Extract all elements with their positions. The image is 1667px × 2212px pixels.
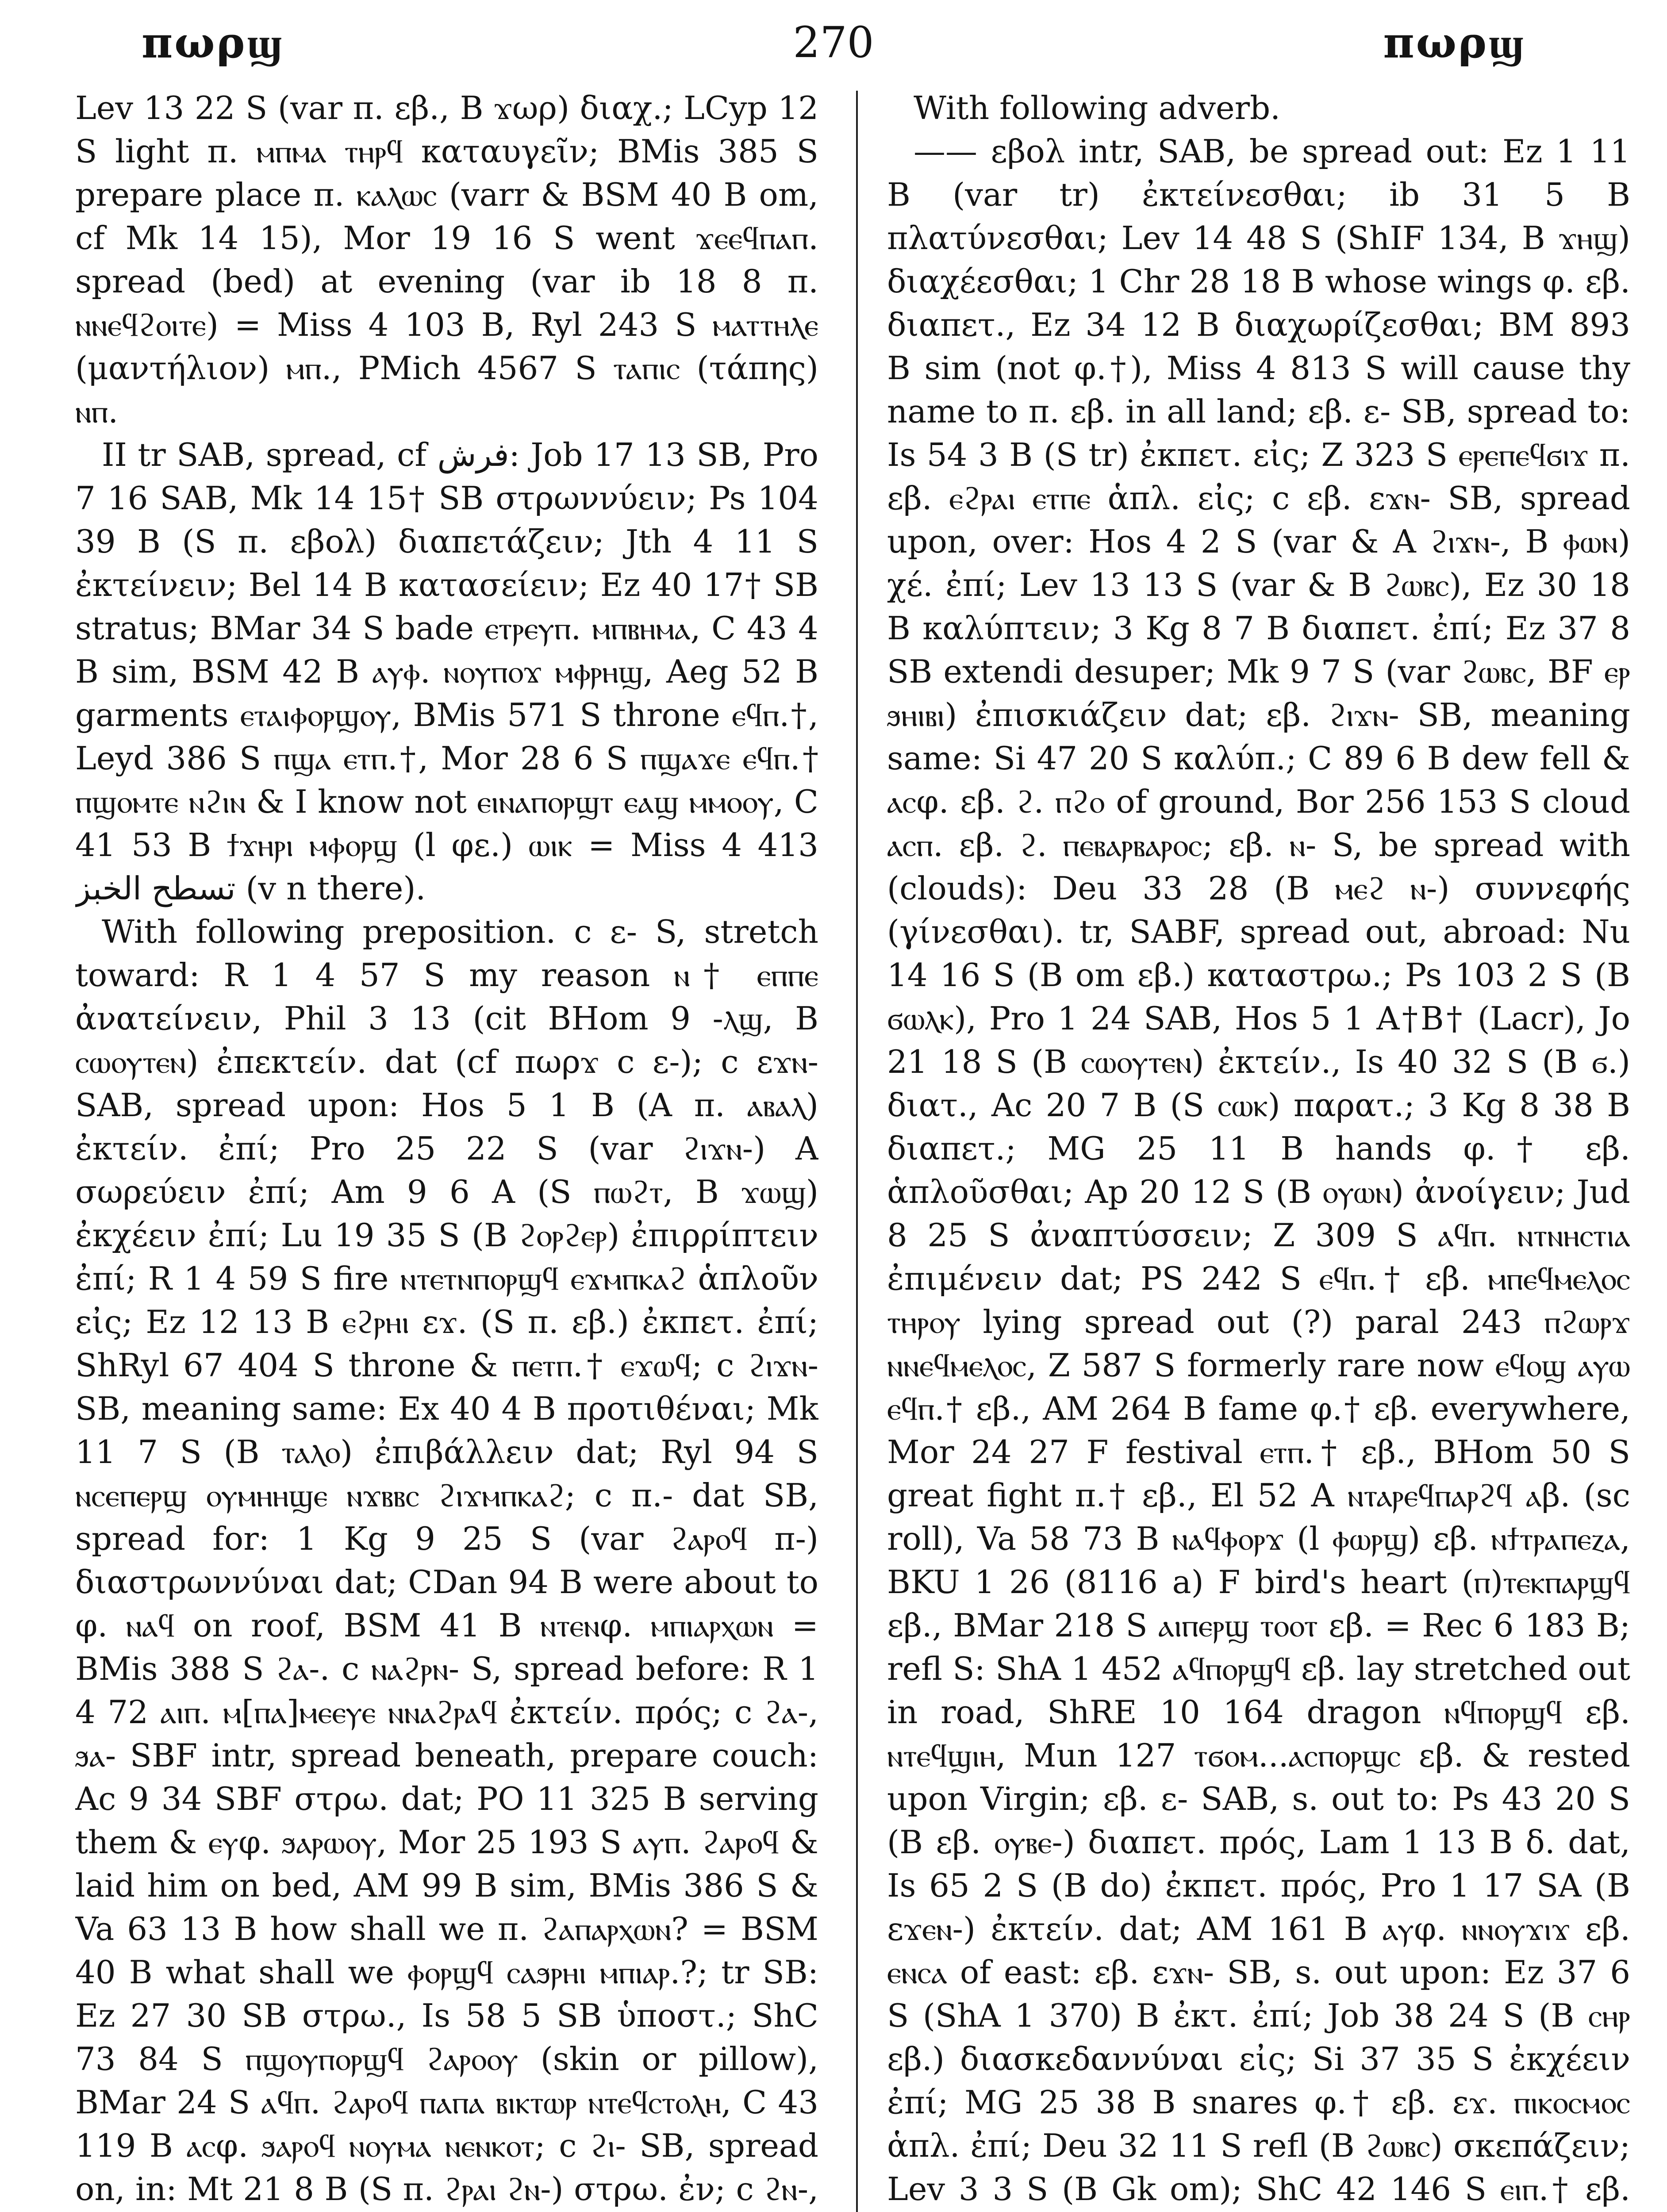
page-number: 270 [793, 18, 874, 67]
section-heading: With following adverb. [914, 89, 1281, 127]
column-divider [856, 91, 858, 2212]
running-head-right: πωρϣ [1383, 18, 1525, 68]
paragraph: With following preposition. c ε- S, stretch toward: R 1 4 57 S my reason ⲛ† ⲉⲡⲡⲉ ἀνατείνειν, Phil 3 13 (cit BHom 9 -ⲗϣ, B ⲥⲱⲟⲩⲧⲉⲛ) ἐπεκτείν. dat (cf πωρϫ c ε-); c εϫⲛ- SAB, spread upon: Hos 5 1 B (A π. ⲁⲃⲁⲗ) ἐκτείν. ἐπί; Pro 25 22 S (var ϩⲓϫⲛ-) A σωρεύειν ἐπί; Am 9 6 A (S ⲡⲱϩⲧ, B ϫⲱϣ) ἐκχέειν ἐπί; Lu 19 35 S (B ϩⲟⲣϩⲉⲣ) ἐπιρρίπτειν ἐπί; R 1 4 59 S fire ⲛⲧⲉⲧⲛⲡⲟⲣϣϥ ⲉϫⲙⲡⲕⲁϩ ἁπλοῦν εἰς; Ez 12 13 B ⲉϩⲣⲏⲓ εϫ. (S π. εβ.) ἐκπετ. ἐπί; ShRyl 67 404 S throne & ⲡⲉⲧⲡ.† ⲉϫⲱϥ; c ϩⲓϫⲛ- SB, meaning same: Ex 40 4 B προτιθέναι; Mk 11 7 S (B ⲧⲁⲗⲟ) ἐπιβάλλειν dat; Ryl 94 S ⲛⲥⲉⲡⲉⲣϣ ⲟⲩⲙⲏⲏϣⲉ ⲛϫⲃⲃⲥ ϩⲓϫⲙⲡⲕⲁϩ; c π.- dat SB, spread for: 1 Kg 9 25 S (var ϩⲁⲣⲟϥ π-) διαστρωννύναι dat; CDan 94 B were about to φ. ⲛⲁϥ on roof, BSM 41 B ⲛⲧⲉⲛφ. ⲙⲡⲓⲁⲣⲭⲱⲛ = BMis 388 S ϩⲁ-. c ⲛⲁϩⲣⲛ- S, spread before: R 1 4 72 ⲁⲓⲡ. ⲙ[ⲡⲁ]ⲙⲉⲉⲩⲉ ⲛⲛⲁϩⲣⲁϥ ἐκτείν. πρός; c ϩⲁ-, ϧⲁ- SBF intr, spread beneath, prepare couch: Ac 9 34 SBF στρω. dat; PO 11 325 B serving them & ⲉⲩφ. ϧⲁⲣⲱⲟⲩ, Mor 25 193 S ⲁⲩⲡ. ϩⲁⲣⲟϥ & laid him on bed, AM 99 B sim, BMis 386 S & Va 63 13 B how shall we π. ϩⲁⲡⲁⲣⲭⲱⲛ? = BSM 40 B what shall we ⲫⲟⲣϣϥ ⲥⲁϧⲣⲏⲓ ⲙⲡⲓⲁⲣ.?; tr SB: Ez 27 30 SB στρω., Is 58 5 SB ὑποστ.; ShC 73 84 S ⲡϣⲟⲩⲡⲟⲣϣϥ ϩⲁⲣⲟⲟⲩ (skin or pillow), BMar 24 S ⲁϥⲡ. ϩⲁⲣⲟϥ ⲡⲁⲡⲁ ⲃⲓⲕⲧⲱⲣ ⲛⲧⲉϥⲥⲧⲟⲗⲏ, C 43 119 B ⲁⲥφ. ϧⲁⲣⲟϥ ⲛⲟⲩⲙⲁ ⲛⲉⲛⲕⲟⲧ; c ϩⲓ- SB, spread on, in: Mt 21 8 B (S π. ϩⲣⲁⲓ ϩⲛ-) στρω. ἐν; c ϩⲛ-, [75, 913, 818, 2208]
paragraph: —— εβολ intr, SAB, be spread out: Ez 1 11 B (var tr) ἐκτείνεσθαι; ib 31 5 B πλατύνεσθαι; Lev 14 48 S (ShIF 134, B ϫⲏϣ) διαχέεσθαι; 1 Chr 28 18 B whose wings φ. εβ. διαπετ., Ez 34 12 B διαχωρίζεσθαι; BM 893 B sim (not φ.†), Miss 4 813 S will cause thy name to π. εβ. in all land; εβ. ε- SB, spread to: Is 54 3 B (S tr) ἐκπετ. εἰς; Z 323 S ⲉⲣⲉⲡⲉϥϭⲓϫ π. εβ. ⲉϩⲣⲁⲓ ⲉⲧⲡⲉ ἁπλ. εἰς; c εβ. εϫⲛ- SB, spread upon, over: Hos 4 2 S (var & A ϩⲓϫⲛ-, B ⲫⲱⲛ) χέ. ἐπί; Lev 13 13 S (var & B ϩⲱⲃⲥ), Ez 30 18 B καλύπτειν; 3 Kg 8 7 B διαπετ. ἐπί; Ez 37 8 SB extendi desuper; Mk 9 7 S (var ϩⲱⲃⲥ, BF ⲉⲣ ϧⲏⲓⲃⲓ) ἐπισκιάζειν dat; εβ. ϩⲓϫⲛ- SB, meaning same: Si 47 20 S καλύπ.; C 89 6 B dew fell & ⲁⲥφ. εβ. ϩ. ⲡϩⲟ of ground, Bor 256 153 S cloud ⲁⲥⲡ. εβ. ϩ. ⲡⲉⲃⲁⲣⲃⲁⲣⲟⲥ; εβ. ⲛ- S, be spread with (clouds): Deu 33 28 (B ⲙⲉϩ ⲛ-) συννεφής (γίνεσθαι). tr, SABF, spread out, abroad: Nu 14 16 S (B om εβ.) καταστρω.; Ps 103 2 S (B ϭⲱⲗⲕ), Pro 1 24 SAB, Hos 5 1 A†B† (Lacr), Jo 21 18 S (B ⲥⲱⲟⲩⲧⲉⲛ) ἐκτείν., Is 40 32 S (B ϭ.) διατ., Ac 20 7 B (S ⲥⲱⲕ) παρατ.; 3 Kg 8 38 B διαπετ.; MG 25 11 B hands φ.† εβ. ἁπλοῦσθαι; Ap 20 12 S (B ⲟⲩⲱⲛ) ἀνοίγειν; Jud 8 25 S ἀναπτύσσειν; Z 309 S ⲁϥⲡ. ⲛⲧⲛⲏⲥⲧⲓⲁ ἐπιμένειν dat; PS 242 S ⲉϥⲡ.† εβ. ⲙⲡⲉϥⲙⲉⲗⲟⲥ ⲧⲏⲣⲟⲩ lying spread out (?) paral 243 ⲡϩⲱⲣϫ ⲛⲛⲉϥⲙⲉⲗⲟⲥ, Z 587 S formerly rare now ⲉϥⲟϣ ⲁⲩⲱ ⲉϥⲡ.† εβ., AM 264 B fame φ.† εβ. everywhere, Mor 24 27 F festival ⲉⲧⲡ.† εβ., BHom 50 S great fight π.† εβ., El 52 A ⲛⲧⲁⲣⲉϥⲡⲁⲣϩϥ ⲁβ. (sc roll), Va 58 73 B ⲛⲁϥⲫⲟⲣϫ (l ⲫⲱⲣϣ) εβ. ⲛϯⲧⲣⲁⲡⲉⲍⲁ, BKU 1 26 (8116 a) F bird's heart (ⲡ)ⲧⲉⲕⲡⲁⲣϣϥ εβ., BMar 218 S ⲁⲓⲡⲉⲣϣ ⲧⲟⲟⲧ εβ. = Rec 6 183 B; refl S: ShA 1 452 ⲁϥⲡⲟⲣϣϥ εβ. lay stretched out in road, ShRE 10 164 dragon ⲛϥⲡⲟⲣϣϥ εβ. ⲛⲧⲉϥϣⲓⲏ, Mun 127 ⲧϭⲟⲙ...ⲁⲥⲡⲟⲣϣⲥ εβ. & rested upon Virgin; εβ. ε- SAB, s. out to: Ps 43 20 S (B εβ. ⲟⲩⲃⲉ-) διαπετ. πρός, Lam 1 13 B δ. dat, Is 65 2 S (B do) ἐκπετ. πρός, Pro 1 17 SA (B εϫⲉⲛ-) ἐκτείν. dat; AM 161 B ⲁⲩφ. ⲛⲛⲟⲩϫⲓϫ εβ. ⲉⲛⲥⲁ of east: εβ. εϫⲛ- SB, s. out upon: Ez 37 6 S (ShA 1 370) B ἐκτ. ἐπί; Job 38 24 S (B ⲥⲏⲣ εβ.) διασκεδαννύναι εἰς; Si 37 35 S ἐκχέειν ἐπί; MG 25 38 B snares φ.† εβ. εϫ. ⲡⲓⲕⲟⲥⲙⲟⲥ ἁπλ. ἐπί; Deu 32 11 S refl (B ϩⲱⲃⲥ) σκεπάζειν; Lev 3 3 S (B Gk om); ShC 42 146 S ⲉⲓⲡ.† εβ. [887, 133, 1630, 2208]
left-column [75, 86, 818, 2212]
paragraph: Lev 13 22 S (var π. εβ., B ϫωρ) διαχ.; LCyp 12 S light π. ⲙⲡⲙⲁ ⲧⲏⲣϥ καταυγεῖν; BMis 385 S prepare place π. ⲕⲁⲗⲱⲥ (varr & BSM 40 B om, cf Mk 14 15), Mor 19 16 S went ϫⲉⲉϥⲡⲁⲡ. spread (bed) at evening (var ib 18 8 π. ⲛⲛⲉϥϩⲟⲓⲧⲉ) = Miss 4 103 B, Ryl 243 S ⲙⲁⲧⲧⲏⲗⲉ (μαντήλιον) ⲙⲡ., PMich 4567 S ⲧⲁⲡⲓⲥ (τάπης) ⲛⲡ. [75, 89, 818, 430]
paragraph: II tr SAB, spread, cf فرش: Job 17 13 SB, Pro 7 16 SAB, Mk 14 15† SB στρωννύειν; Ps 104 39 B (S π. εβολ) διαπετάζειν; Jth 4 11 S ἐκτείνειν; Bel 14 B κατασείειν; Ez 40 17† SB stratus; BMar 34 S bade ⲉⲧⲣⲉⲩⲡ. ⲙⲡⲃⲏⲙⲁ, C 43 4 B sim, BSM 42 B ⲁⲩⲫ. ⲛⲟⲩⲡⲟϫ ⲙⲫⲣⲏϣ, Aeg 52 B garments ⲉⲧⲁⲓⲫⲟⲣϣⲟⲩ, BMis 571 S throne ⲉϥⲡ.†, Leyd 386 S ⲡϣⲁ ⲉⲧⲡ.†, Mor 28 6 S ⲡϣⲁϫⲉ ⲉϥⲡ.† ⲡϣⲟⲙⲧⲉ ⲛϩⲓⲛ & I know not ⲉⲓⲛⲁⲡⲟⲣϣⲧ ⲉⲁϣ ⲙⲙⲟⲟⲩ, C 41 53 B ϯϫⲏⲣⲓ ⲙⲫⲟⲣϣ (l φε.) ⲱⲓⲕ = Miss 4 413 تسطح الخبز (v n there). [75, 436, 818, 907]
right-column [887, 86, 1630, 2212]
running-head-left: πωρϣ [142, 18, 284, 68]
page-header [75, 18, 1592, 84]
